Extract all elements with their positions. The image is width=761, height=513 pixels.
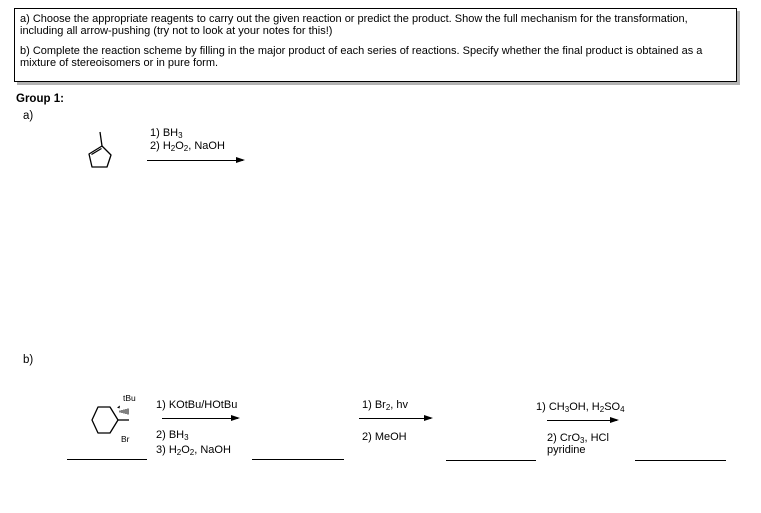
- group-title: Group 1:: [16, 93, 64, 105]
- step1-reagent-below-1: [156, 429, 189, 441]
- step3-reagent-above-text: 1) $CH_3OH$, $H_2SO_4$: [536, 401, 625, 414]
- problem-a-reagent-2: [150, 140, 225, 152]
- instruction-part-b: b) Complete the reaction scheme by filling in the major product of each series of reactions. Specify whether the final product is obtained as a mixture of stereoisomers or in pure form.: [20, 45, 703, 69]
- step3-reagent-below-1-text: 2) CrO$_3$, HCl: [547, 432, 609, 445]
- answer-blank-3[interactable]: [446, 460, 536, 461]
- problem-a-reagent-2-text: 2) $H_2O_2$, NaOH: [150, 140, 225, 153]
- step1-reagent-below-2-text: 3) $H_2O_2$, NaOH: [156, 444, 231, 457]
- tbu-bromocyclohexane-structure: [86, 390, 142, 444]
- step1-reagent-above: 1) KOtBu/HOtBu: [156, 399, 238, 411]
- problem-a-reagent-1-text: 1) $BH_3$: [150, 127, 183, 140]
- reaction-arrow-a: [147, 160, 243, 161]
- step2-reagent-above-text: 1) $Br_2$, hv: [362, 399, 409, 412]
- step2-reagent-below: 2) MeOH: [362, 431, 407, 443]
- tbu-label: tBu: [123, 393, 136, 403]
- instruction-part-a: a) Choose the appropriate reagents to carry out the given reaction or predict the product. Show the full mechanism for the transformation, including all arrow-pushing (try not to look at your notes for this!): [20, 13, 688, 37]
- reaction-arrow-b1: [162, 418, 238, 419]
- problem-a-reagent-1: [150, 127, 183, 139]
- step1-reagent-below-2: [156, 444, 231, 456]
- answer-blank-4[interactable]: [635, 460, 726, 461]
- methylenecyclopentane-structure: [80, 128, 120, 176]
- instructions-box: [14, 8, 737, 82]
- br-label: Br: [121, 434, 130, 444]
- reaction-arrow-b2: [359, 418, 431, 419]
- reaction-arrow-b3: [547, 420, 617, 421]
- problem-b-label: b): [23, 354, 34, 366]
- problem-a-label: a): [23, 110, 34, 122]
- answer-blank-1[interactable]: [67, 459, 147, 460]
- step3-reagent-below-1: [547, 432, 609, 444]
- step3-reagent-above: [536, 401, 625, 413]
- step2-reagent-above: [362, 399, 408, 411]
- step3-reagent-below-2: pyridine: [547, 444, 586, 456]
- answer-blank-2[interactable]: [252, 459, 344, 460]
- step1-reagent-below-1-text: 2) $BH_3$: [156, 429, 189, 442]
